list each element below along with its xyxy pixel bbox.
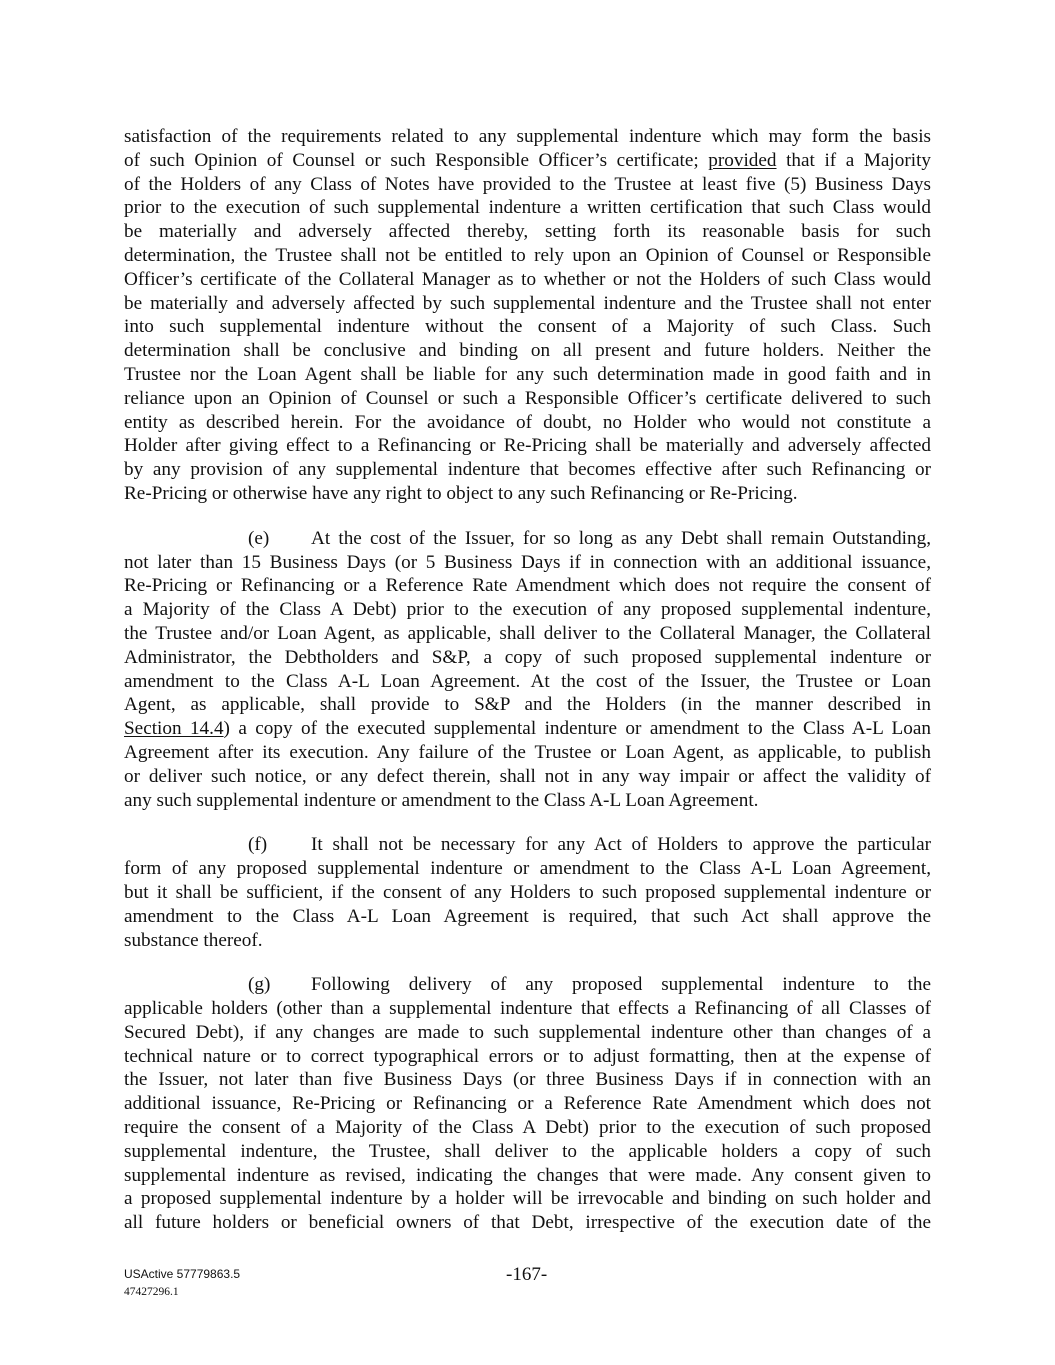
text-line — [124, 1187, 931, 1211]
document-body — [124, 125, 931, 1256]
text-line — [124, 411, 931, 435]
text-line — [124, 997, 931, 1021]
text-run: At the cost of the Issuer, for so long as any Debt shall remain Outstanding, — [311, 527, 931, 549]
text-line — [124, 482, 931, 506]
text-run: additional issuance, Re-Pricing or Refinancing or a Reference Rate Amendment which does not — [124, 1093, 931, 1115]
text-run: any such supplemental indenture or amendment to the Class A-L Loan Agreement. — [124, 789, 759, 811]
text-line — [124, 173, 931, 197]
page-number: -167- — [506, 1264, 548, 1285]
text-line — [124, 339, 931, 363]
text-run: be materially and adversely affected by such supplemental indenture and the Trustee shall not enter — [124, 292, 931, 314]
text-run: determination shall be conclusive and binding on all present and future holders. Neither the — [124, 340, 931, 362]
paragraph-e — [124, 527, 931, 813]
text-line — [124, 1092, 931, 1116]
text-run: prior to the execution of such supplemental indenture a written certification that such Class would — [124, 197, 931, 219]
text-line — [124, 1164, 931, 1188]
text-line — [124, 905, 931, 929]
text-run: require the consent of a Majority of the Class A Debt) prior to the execution of such proposed — [124, 1117, 931, 1139]
text-line — [124, 741, 931, 765]
text-line — [124, 268, 931, 292]
text-run: supplemental indenture as revised, indicating the changes that were made. Any consent given to — [124, 1164, 931, 1186]
text-line — [124, 125, 931, 149]
text-line — [124, 363, 931, 387]
underlined-term: provided — [708, 149, 777, 171]
text-run: of the Holders of any Class of Notes have provided to the Trustee at least five (5) Business Days — [124, 173, 931, 195]
clause-marker: (g) — [248, 974, 271, 996]
text-run: into such supplemental indenture without the consent of a Majority of such Class. Such — [124, 316, 931, 338]
text-run: but it shall be sufficient, if the consent of any Holders to such proposed supplemental indenture or — [124, 881, 931, 903]
text-run: the Issuer, not later than five Business Days (or three Business Days if in connection with an — [124, 1069, 931, 1091]
text-run: all future holders or beneficial owners of that Debt, irrespective of the execution date of the — [124, 1212, 931, 1234]
text-run: Re-Pricing or Refinancing or a Reference Rate Amendment which does not require the consent of — [124, 575, 931, 597]
text-run: Re-Pricing or otherwise have any right to object to any such Refinancing or Re-Pricing. — [124, 482, 798, 504]
text-line — [124, 857, 931, 881]
text-line — [124, 220, 931, 244]
text-line — [124, 717, 931, 741]
text-line — [124, 646, 931, 670]
underlined-term: Section 14.4 — [124, 718, 224, 740]
text-run: technical nature or to correct typographical errors or to adjust formatting, then at the expense of — [124, 1045, 931, 1067]
text-run: or deliver such notice, or any defect therein, shall not in any way impair or affect the validity of — [124, 765, 931, 787]
text-run: It shall not be necessary for any Act of Holders to approve the particular — [311, 834, 931, 856]
text-line — [124, 527, 931, 551]
text-line — [124, 387, 931, 411]
text-run: determination, the Trustee shall not be entitled to rely upon an Opinion of Counsel or Responsible — [124, 244, 931, 266]
text-line — [124, 149, 931, 173]
footer-doc-id-secondary: 47427296.1 — [124, 1286, 179, 1298]
text-run: not later than 15 Business Days (or 5 Business Days if in connection with an additional issuance, — [124, 551, 931, 573]
text-line — [124, 244, 931, 268]
text-run: supplemental indenture, the Trustee, shall deliver to the applicable holders a copy of such — [124, 1140, 931, 1162]
text-run: Secured Debt), if any changes are made to such supplemental indenture other than changes of a — [124, 1021, 931, 1043]
text-line — [124, 1116, 931, 1140]
text-line — [124, 1140, 931, 1164]
text-line — [124, 881, 931, 905]
text-run: Agreement after its execution. Any failure of the Trustee or Loan Agent, as applicable, to publish — [124, 741, 931, 763]
text-line — [124, 598, 931, 622]
text-run: reliance upon an Opinion of Counsel or such a Responsible Officer’s certificate delivered to such — [124, 387, 931, 409]
paragraph-f — [124, 833, 931, 952]
text-line — [124, 833, 931, 857]
paragraph-continuation — [124, 125, 931, 506]
text-run: Following delivery of any proposed supplemental indenture to the — [311, 974, 931, 996]
text-run: Agent, as applicable, shall provide to S&P and the Holders (in the manner described in — [124, 694, 931, 716]
text-line — [124, 292, 931, 316]
text-run: be materially and adversely affected thereby, setting forth its reasonable basis for such — [124, 221, 931, 243]
text-run: entity as described herein. For the avoidance of doubt, no Holder who would not constitute a — [124, 411, 931, 433]
text-line — [124, 789, 931, 813]
text-run: amendment to the Class A-L Loan Agreement is required, that such Act shall approve the — [124, 905, 931, 927]
text-run: that if a Majority — [776, 149, 932, 171]
text-line — [124, 670, 931, 694]
text-line — [124, 1021, 931, 1045]
text-run: a proposed supplemental indenture by a holder will be irrevocable and binding on such holder and — [124, 1188, 931, 1210]
text-line — [124, 929, 931, 953]
text-line — [124, 434, 931, 458]
clause-marker: (f) — [248, 834, 268, 856]
text-line — [124, 1211, 931, 1235]
text-line — [124, 315, 931, 339]
text-run: Officer’s certificate of the Collateral Manager as to whether or not the Holders of such Class would — [124, 268, 931, 290]
text-line — [124, 622, 931, 646]
text-run: satisfaction of the requirements related to any supplemental indenture which may form the basis — [124, 126, 931, 147]
text-run: a Majority of the Class A Debt) prior to the execution of any proposed supplemental indenture, — [124, 599, 931, 621]
text-line — [124, 1068, 931, 1092]
text-run: of such Opinion of Counsel or such Responsible Officer’s certificate; — [124, 149, 709, 171]
text-run: ) a copy of the executed supplemental indenture or amendment to the Class A-L Loan — [223, 718, 931, 740]
text-run: the Trustee and/or Loan Agent, as applicable, shall deliver to the Collateral Manager, the Collateral — [124, 622, 931, 644]
text-run: Holder after giving effect to a Refinancing or Re-Pricing shall be materially and adversely affected — [124, 435, 931, 457]
text-run: applicable holders (other than a supplemental indenture that effects a Refinancing of all Classes of — [124, 998, 931, 1020]
clause-marker: (e) — [248, 527, 270, 549]
footer-doc-id: USActive 57779863.5 — [124, 1267, 241, 1281]
text-run: amendment to the Class A-L Loan Agreement. At the cost of the Issuer, the Trustee or Loan — [124, 670, 931, 692]
text-line — [124, 574, 931, 598]
text-line — [124, 693, 931, 717]
text-run: form of any proposed supplemental indenture or amendment to the Class A-L Loan Agreement, — [124, 858, 931, 880]
text-line — [124, 973, 931, 997]
text-line — [124, 765, 931, 789]
text-line — [124, 551, 931, 575]
paragraph-g — [124, 973, 931, 1235]
text-line — [124, 196, 931, 220]
text-run: Trustee nor the Loan Agent shall be liable for any such determination made in good faith and in — [124, 363, 931, 385]
text-run: by any provision of any supplemental indenture that becomes effective after such Refinancing or — [124, 459, 931, 481]
text-line — [124, 1045, 931, 1069]
text-run: substance thereof. — [124, 929, 263, 951]
text-run: Administrator, the Debtholders and S&P, a copy of such proposed supplemental indenture or — [124, 646, 931, 668]
text-line — [124, 458, 931, 482]
